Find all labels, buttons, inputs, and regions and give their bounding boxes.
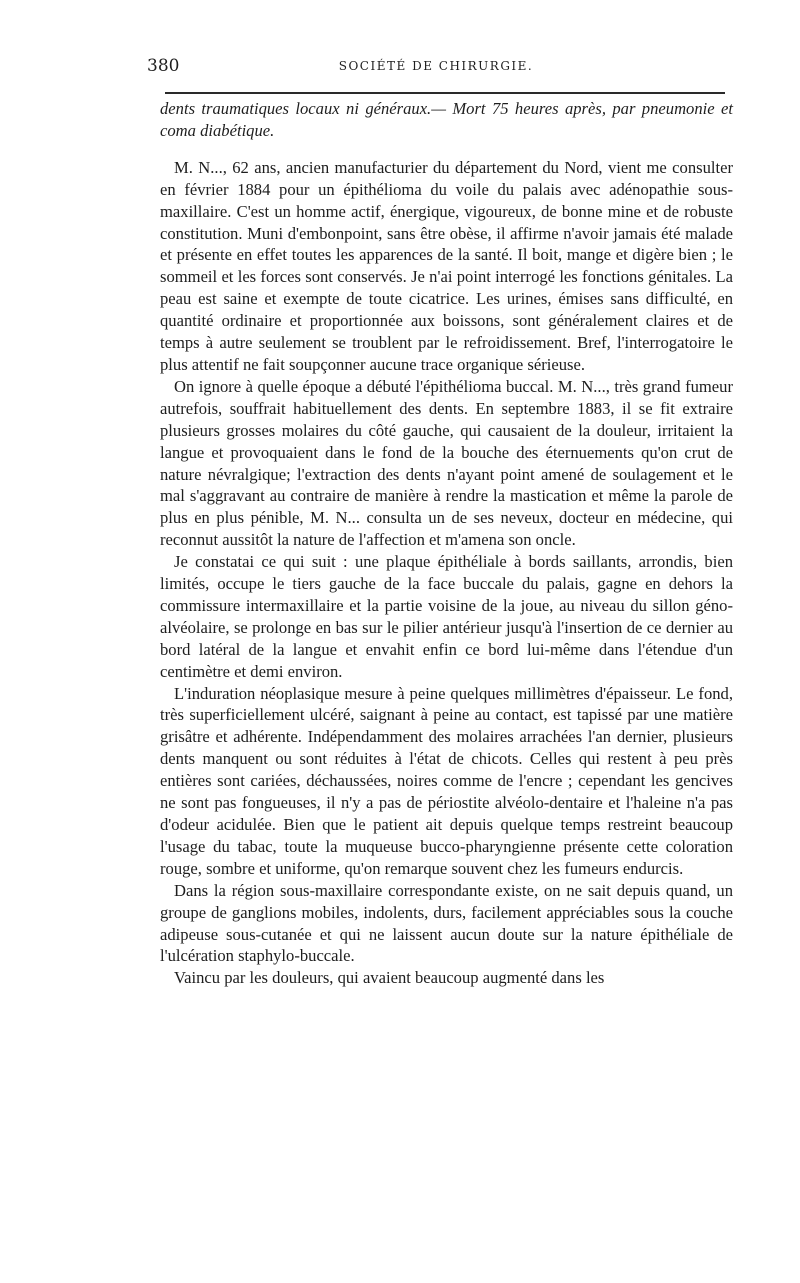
page-header <box>147 56 725 84</box>
paragraph: On ignore à quelle époque a débuté l'épithélioma buccal. M. N..., très grand fumeur autrefois, souffrait habituellement des dents. En septembre 1883, il se fit extraire plusieurs grosses molaires du côté gauche, qui causaient de la douleur, irritaient la langue et provoquaient dans le fond de la bouche des éternuements qu'on crut de nature névralgique; l'extraction des dents n'ayant point amené de soulagement et le mal s'aggravant au contraire de manière à rendre la mastication et même la parole de plus en plus pénible, M. N... consulta un de ses neveux, docteur en médecine, qui reconnut aussitôt la nature de l'affection et m'amena son oncle. <box>160 376 733 550</box>
page-number: 380 <box>147 56 180 76</box>
paragraph: L'induration néoplasique mesure à peine quelques millimètres d'épaisseur. Le fond, très superficiellement ulcéré, saignant à peine au contact, est tapissé par une matière grisâtre et adhérente. Indépendamment des molaires arrachées l'an dernier, plusieurs dents manquent ou sont réduites à l'état de chicots. Celles qui restent à peu près entières sont cariées, déchaussées, noires comme de l'encre ; cependant les gencives ne sont pas fongueuses, il n'y a pas de périostite alvéolo-dentaire et l'haleine n'a pas d'odeur acidulée. Bien que le patient ait depuis quelque temps restreint beaucoup l'usage du tabac, toute la muqueuse bucco-pharyngienne présente cette coloration rouge, sombre et uniforme, qu'on remarque souvent chez les fumeurs endurcis. <box>160 683 733 878</box>
body-text <box>160 98 733 989</box>
paragraph: Dans la région sous-maxillaire correspondante existe, on ne sait depuis quand, un groupe de ganglions mobiles, indolents, durs, facilement appréciables sous la couche adipeuse sous-cutanée et qui ne laissent aucun doute sur la nature épithéliale de l'ulcération staphylo-buccale. <box>160 880 733 966</box>
paragraph: M. N..., 62 ans, ancien manufacturier du département du Nord, vient me consulter en février 1884 pour un épithélioma du voile du palais avec adénopathie sous-maxillaire. C'est un homme actif, énergique, vigoureux, de bonne mine et de robuste constitution. Muni d'embonpoint, sans être obèse, il affirme n'avoir jamais été malade et présente en effet toutes les apparences de la santé. Il boit, mange et digère bien ; le sommeil et les forces sont conservés. Je n'ai point interrogé les fonctions génitales. La peau est saine et exempte de toute cicatrice. Les urines, émises sans difficulté, en quantité ordinaire et proportionnée aux boissons, sont généralement claires et de temps à autre seulement se troublent par le refroidissement. Bref, l'interrogatoire le plus attentif ne fait soupçonner aucune trace organique sérieuse. <box>160 157 733 374</box>
paragraph-continuation: dents traumatiques locaux ni généraux.— Mort 75 heures après, par pneumonie et coma diabétique. <box>160 99 733 140</box>
running-title: SOCIÉTÉ DE CHIRURGIE. <box>338 59 534 73</box>
header-rule <box>165 92 725 94</box>
paragraph: Vaincu par les douleurs, qui avaient beaucoup augmenté dans les <box>174 968 605 988</box>
paragraph: Je constatai ce qui suit : une plaque épithéliale à bords saillants, arrondis, bien limités, occupe le tiers gauche de la face buccale du palais, gagne en dehors la commissure intermaxillaire et la partie voisine de la joue, au niveau du sillon géno-alvéolaire, se prolonge en bas sur le pilier antérieur jusqu'à l'insertion de ce dernier au bord latéral de la langue et envahit enfin ce bord lui-même dans l'étendue d'un centimètre et demi environ. <box>160 552 733 681</box>
